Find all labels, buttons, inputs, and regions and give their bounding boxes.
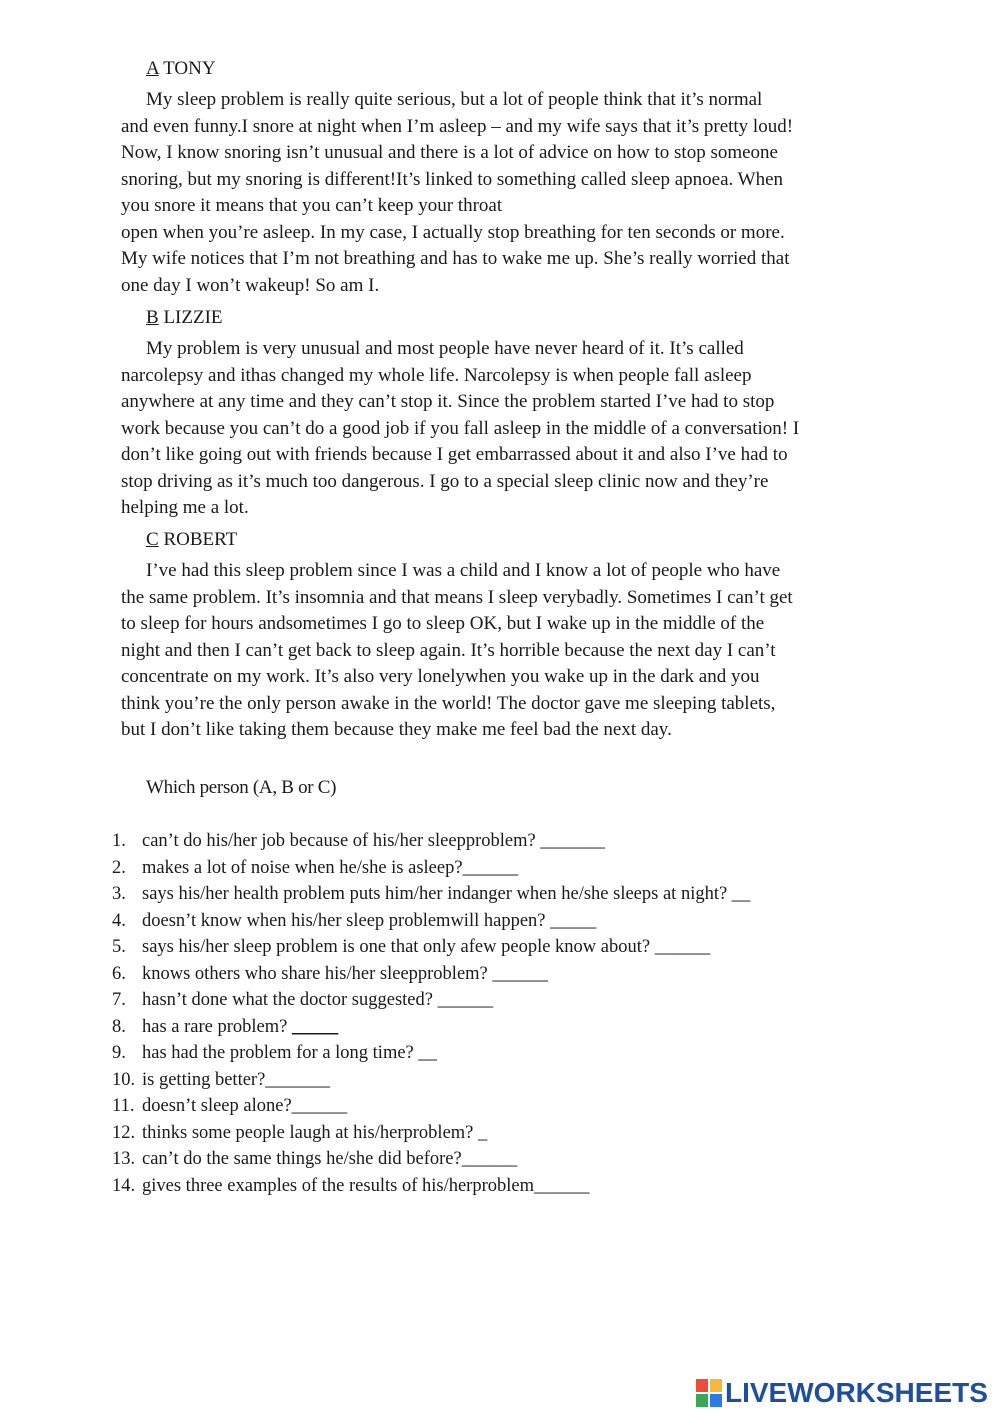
logo-grid-icon: [696, 1379, 722, 1407]
section-c-paragraph: [121, 558, 881, 744]
paragraph-line: My wife notices that I’m not breathing and has to wake me up. She’s really worried that: [121, 248, 790, 269]
paragraph-line: one day I won’t wakeup! So am I.: [121, 274, 380, 296]
section-letter: A: [146, 58, 159, 79]
question-item: [112, 855, 750, 882]
question-number: 13.: [112, 1149, 136, 1169]
question-number: 10.: [112, 1069, 136, 1090]
question-item: [112, 961, 750, 988]
question-item: [112, 1014, 750, 1041]
question-item: [112, 1146, 750, 1173]
question-item: [112, 908, 750, 935]
paragraph-line: the same problem. It’s insomnia and that means I sleep verybadly. Sometimes I can’t get: [121, 586, 793, 608]
paragraph-line: narcolepsy and ithas changed my whole life. Narcolepsy is when people fall asleep: [121, 364, 752, 386]
paragraph-line: My problem is very unusual and most people have never heard of it. It’s called: [146, 338, 744, 359]
question-number: 11.: [112, 1096, 135, 1116]
paragraph-line: to sleep for hours andsometimes I go to sleep OK, but I wake up in the middle of the: [121, 613, 765, 634]
question-item: [112, 1040, 750, 1067]
section-name: ROBERT: [163, 529, 238, 550]
question-item: [112, 987, 750, 1014]
question-item: [112, 881, 750, 908]
paragraph-line: stop driving as it’s much too dangerous. I go to a special sleep clinic now and they’re: [121, 470, 769, 492]
paragraph-line: but I don’t like taking them because they make me feel bad the next day.: [121, 719, 672, 740]
question-number: 7.: [112, 990, 126, 1010]
question-number: 8.: [112, 1016, 126, 1037]
paragraph-line: snoring, but my snoring is different!It’s linked to something called sleep apnoea. When: [121, 168, 784, 190]
question-text: thinks some people laugh at his/herproblem? _: [142, 1122, 488, 1143]
question-text: can’t do his/her job because of his/her sleepproblem? _______: [142, 831, 606, 851]
question-text: knows others who share his/her sleepproblem? ______: [142, 963, 548, 984]
section-name: LIZZIE: [163, 307, 223, 328]
logo-square-icon: [696, 1394, 708, 1407]
question-number: 14.: [112, 1175, 136, 1196]
paragraph-line: open when you’re asleep. In my case, I actually stop breathing for ten seconds or more.: [121, 221, 785, 243]
section-b-heading: [146, 307, 223, 329]
paragraph-line: concentrate on my work. It’s also very lonelywhen you wake up in the dark and you: [121, 666, 760, 687]
question-text: can’t do the same things he/she did before?______: [142, 1149, 518, 1169]
question-text: gives three examples of the results of his/herproblem______: [142, 1175, 590, 1196]
question-number: 3.: [112, 884, 126, 904]
question-number: 5.: [112, 937, 126, 957]
question-item: [112, 828, 750, 855]
paragraph-line: I’ve had this sleep problem since I was a child and I know a lot of people who have: [146, 560, 781, 581]
question-number: 12.: [112, 1122, 136, 1143]
question-item: [112, 1067, 750, 1094]
question-list: [112, 828, 750, 1199]
section-a-paragraph: [121, 87, 881, 299]
section-a-heading: [146, 58, 216, 80]
question-item: [112, 934, 750, 961]
question-text: hasn’t done what the doctor suggested? ______: [142, 990, 494, 1010]
question-item: [112, 1093, 750, 1120]
logo-square-icon: [710, 1379, 722, 1392]
paragraph-line: think you’re the only person awake in the world! The doctor gave me sleeping tablets,: [121, 692, 776, 714]
question-text: has a rare problem?: [142, 1016, 288, 1037]
paragraph-line: don’t like going out with friends because I get embarrassed about it and also I’ve had to: [121, 444, 788, 465]
question-item: [112, 1120, 750, 1147]
question-item: [112, 1173, 750, 1200]
liveworksheets-logo[interactable]: [696, 1376, 988, 1410]
section-c-heading: [146, 529, 237, 551]
question-number: 1.: [112, 831, 126, 851]
logo-text: LIVEWORKSHEETS: [725, 1377, 988, 1408]
section-letter: B: [146, 307, 159, 328]
paragraph-line: My sleep problem is really quite serious, but a lot of people think that it’s normal: [146, 89, 763, 110]
paragraph-line: and even funny.I snore at night when I’m asleep – and my wife says that it’s pretty loud!: [121, 115, 794, 137]
question-text: has had the problem for a long time? __: [142, 1043, 437, 1063]
question-text: makes a lot of noise when he/she is asleep?______: [142, 857, 519, 878]
question-number: 6.: [112, 963, 126, 984]
question-text: doesn’t know when his/her sleep problemwill happen? _____: [142, 910, 597, 931]
question-text: is getting better?_______: [142, 1069, 331, 1090]
paragraph-line: Now, I know snoring isn’t unusual and there is a lot of advice on how to stop someone: [121, 142, 778, 163]
question-title: Which person (A, B or C): [146, 777, 337, 798]
question-text: says his/her sleep problem is one that only afew people know about? ______: [142, 937, 711, 957]
paragraph-line: anywhere at any time and they can’t stop it. Since the problem started I’ve had to stop: [121, 391, 775, 412]
question-text: says his/her health problem puts him/her indanger when he/she sleeps at night? __: [142, 884, 751, 904]
section-letter: C: [146, 529, 159, 550]
question-number: 4.: [112, 910, 126, 931]
question-number: 2.: [112, 857, 126, 878]
section-name: TONY: [163, 58, 216, 79]
question-number: 9.: [112, 1043, 126, 1063]
question-text: doesn’t sleep alone?______: [142, 1096, 348, 1116]
paragraph-line: night and then I can’t get back to sleep again. It’s horrible because the next day I can’t: [121, 639, 776, 661]
section-b-paragraph: [121, 336, 881, 522]
paragraph-line: you snore it means that you can’t keep your throat: [121, 195, 503, 216]
paragraph-line: helping me a lot.: [121, 497, 249, 518]
logo-square-icon: [710, 1394, 722, 1407]
answer-blank: _____: [291, 1016, 339, 1037]
logo-square-icon: [696, 1379, 708, 1392]
paragraph-line: work because you can’t do a good job if you fall asleep in the middle of a conversation! I: [121, 417, 800, 439]
